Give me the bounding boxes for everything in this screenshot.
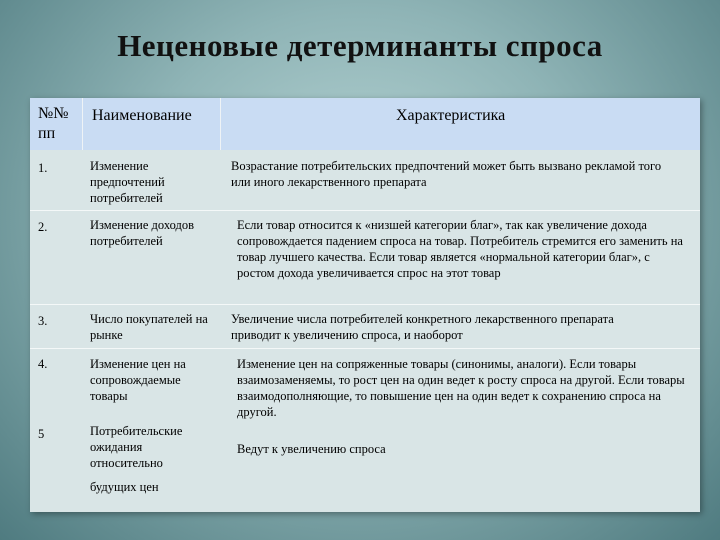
row-3-name: Число покупателей на рынке: [90, 312, 208, 342]
row-5-num: 5: [38, 427, 45, 441]
row-3-desc: Увеличение числа потребителей конкретного лекарственного препарата приводит к увеличению спроса, и наоборот: [231, 312, 614, 342]
row-5-name: Потребительские ожидания относительно: [90, 424, 183, 470]
row-divider: [30, 210, 700, 211]
header-divider: [82, 98, 83, 150]
row-1-num: 1.: [38, 161, 48, 175]
header-name: Наименование: [92, 107, 192, 124]
row-3-num: 3.: [38, 314, 48, 328]
row-4-desc: Изменение цен на сопряженные товары (синонимы, аналоги). Если товары взаимозаменяемы, то рост цен на один ведет к росту спроса на другой. Если товары взаимодополняющие, то повышение цен на один ведет к сохранению спроса на другой.: [237, 357, 685, 419]
row-2-num: 2.: [38, 220, 48, 234]
row-1-desc: Возрастание потребительских предпочтений может быть вызвано рекламой того или иного лекарственного препарата: [231, 159, 662, 189]
row-4-name: Изменение цен на сопровождаемые товары: [90, 357, 186, 403]
table-header: [30, 98, 700, 150]
row-2-name: Изменение доходов потребителей: [90, 218, 195, 248]
row-5-name-extra: будущих цен: [90, 480, 159, 494]
row-1-name: Изменение предпочтений потребителей: [90, 159, 165, 205]
slide-title: Неценовые детерминанты спроса: [117, 28, 603, 63]
row-divider: [30, 348, 700, 349]
row-5-desc: Ведут к увеличению спроса: [237, 442, 386, 456]
header-desc: Характеристика: [396, 107, 506, 124]
determinants-table: [30, 98, 700, 512]
row-divider: [30, 304, 700, 305]
row-2-desc: Если товар относится к «низшей категории благ», так как увеличение дохода сопровождается падением спроса на товар. Потребитель стремится его заменить на товар лучшего качества. Если товар является «нормальной категории благ», с ростом дохода увеличивается спрос на этот товар: [237, 218, 683, 280]
header-num: №№ пп: [38, 105, 69, 142]
row-4-num: 4.: [38, 357, 48, 371]
